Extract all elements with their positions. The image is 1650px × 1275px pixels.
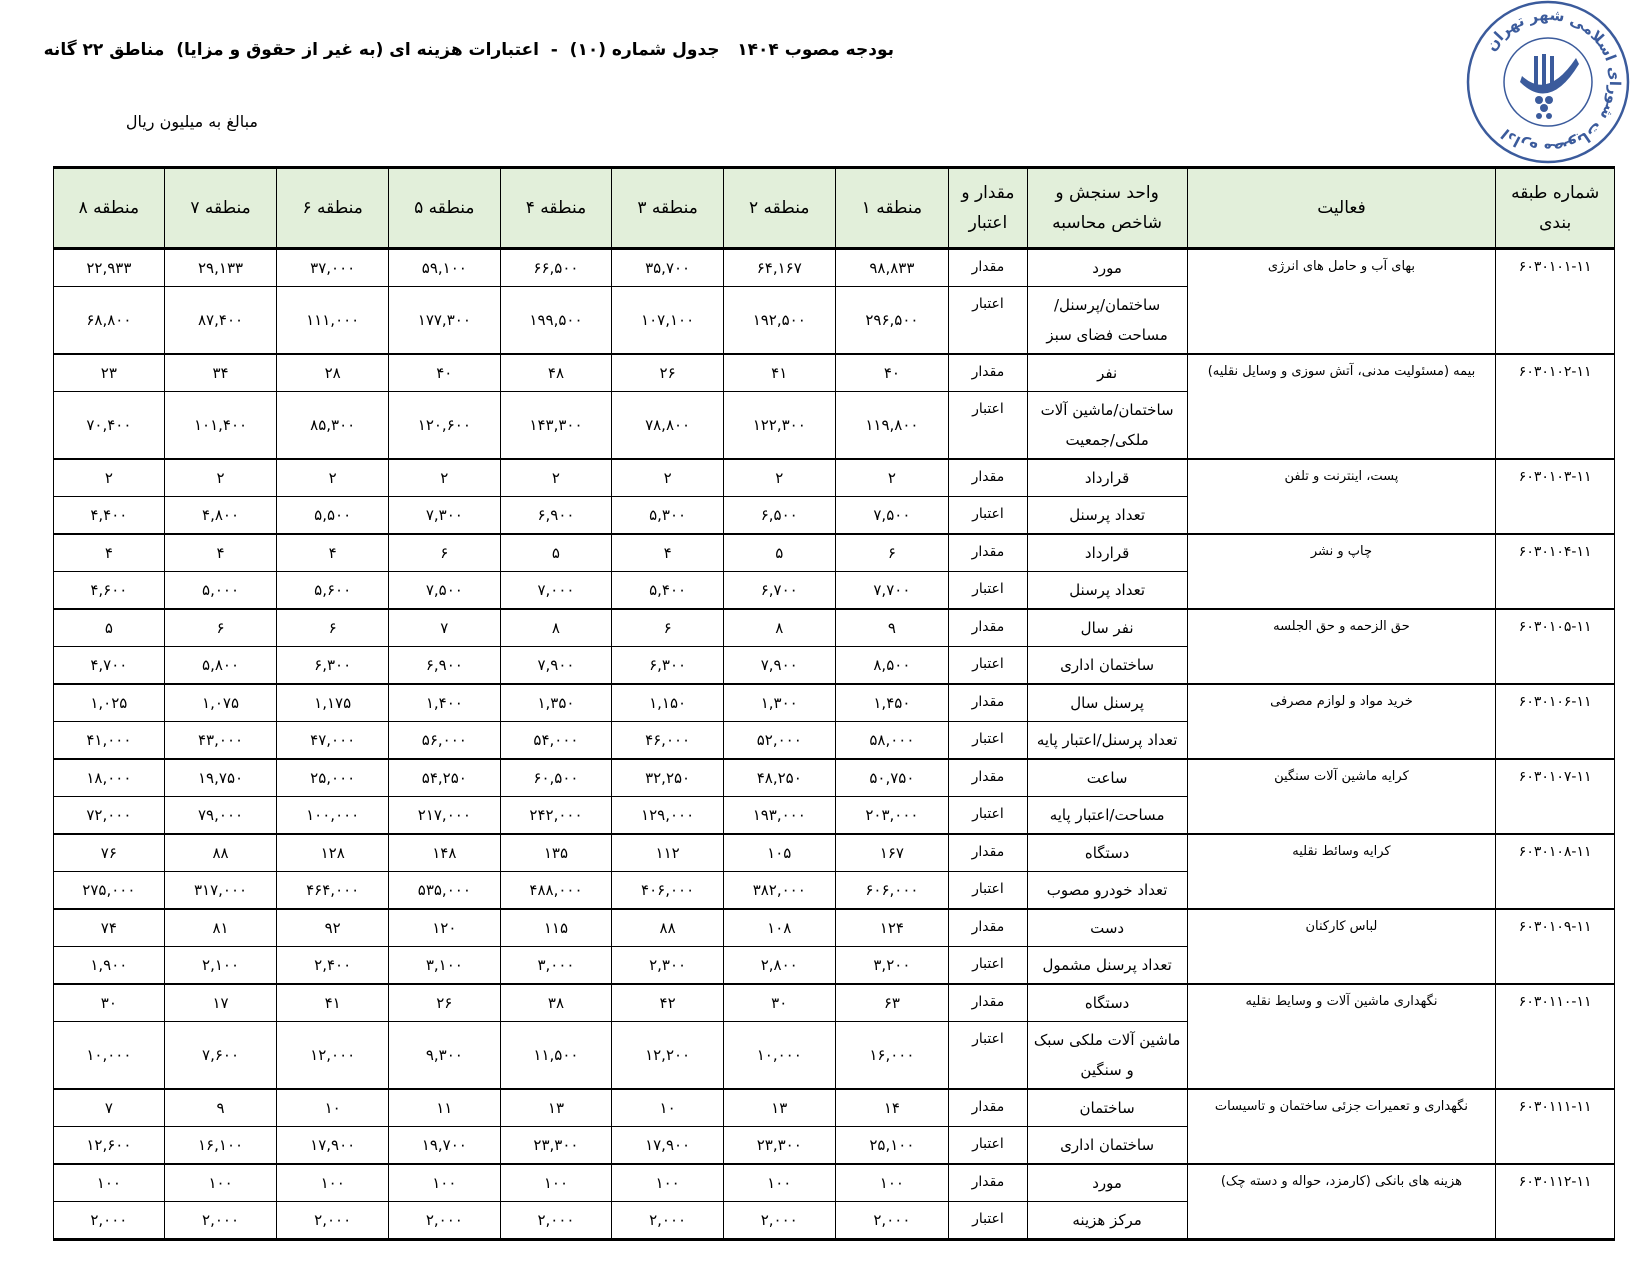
region-2-value: ۶۴,۱۶۷ [723, 249, 835, 287]
region-5-value: ۲۶ [389, 984, 501, 1022]
region-6-value: ۶,۳۰۰ [277, 647, 389, 685]
amount-or-credit: مقدار [949, 1164, 1027, 1202]
region-2-value: ۱۲۲,۳۰۰ [723, 392, 835, 460]
region-2-value: ۳۰ [723, 984, 835, 1022]
region-4-value: ۱۳ [500, 1089, 612, 1127]
measurement-unit: تعداد پرسنل/اعتبار پایه [1027, 722, 1187, 760]
activity-name: خرید مواد و لوازم مصرفی [1187, 684, 1496, 759]
region-4-value: ۵۴,۰۰۰ [500, 722, 612, 760]
region-3-value: ۱۷,۹۰۰ [612, 1127, 724, 1165]
currency-note: مبالغ به میلیون ریال [125, 112, 258, 131]
activity-name: حق الزحمه و حق الجلسه [1187, 609, 1496, 684]
measurement-unit: ساختمان اداری [1027, 647, 1187, 685]
activity-name: نگهداری و تعمیرات جزئی ساختمان و تاسیسات [1187, 1089, 1496, 1164]
region-6-value: ۱۰۰ [277, 1164, 389, 1202]
region-3-value: ۱۰۰ [612, 1164, 724, 1202]
table-header-row [54, 168, 1615, 249]
measurement-unit: نفر [1027, 354, 1187, 392]
region-8-value: ۱,۹۰۰ [54, 947, 165, 985]
amount-or-credit: مقدار [949, 759, 1027, 797]
amount-or-credit: اعتبار [949, 392, 1027, 460]
region-8-value: ۳۰ [54, 984, 165, 1022]
region-5-value: ۱۴۸ [389, 834, 501, 872]
region-2-value: ۶,۵۰۰ [723, 497, 835, 535]
region-6-value: ۶ [277, 609, 389, 647]
region-3-value: ۱۰ [612, 1089, 724, 1127]
header-region-2: منطقه ۲ [723, 168, 835, 249]
stamp-text: اداره مصوبات شورای اسلامی شهر تهران [1481, 5, 1625, 159]
measurement-unit: قرارداد [1027, 534, 1187, 572]
region-3-value: ۶,۳۰۰ [612, 647, 724, 685]
header-region-8: منطقه ۸ [54, 168, 165, 249]
region-6-value: ۲,۰۰۰ [277, 1202, 389, 1240]
region-3-value: ۱۲,۲۰۰ [612, 1022, 724, 1090]
region-8-value: ۴۱,۰۰۰ [54, 722, 165, 760]
region-4-value: ۱۹۹,۵۰۰ [500, 287, 612, 355]
header-mode: مقدار و اعتبار [949, 168, 1027, 249]
region-7-value: ۸۱ [164, 909, 277, 947]
region-5-value: ۴۰ [389, 354, 501, 392]
region-3-value: ۴۲ [612, 984, 724, 1022]
classification-code: ۶۰۳۰۱۰۷-۱۱ [1496, 759, 1615, 834]
region-4-value: ۷,۰۰۰ [500, 572, 612, 610]
region-2-value: ۵۲,۰۰۰ [723, 722, 835, 760]
region-4-value: ۱,۳۵۰ [500, 684, 612, 722]
region-3-value: ۵,۴۰۰ [612, 572, 724, 610]
region-8-value: ۷۲,۰۰۰ [54, 797, 165, 835]
measurement-unit: تعداد پرسنل مشمول [1027, 947, 1187, 985]
region-5-value: ۵۳۵,۰۰۰ [389, 872, 501, 910]
region-7-value: ۳۱۷,۰۰۰ [164, 872, 277, 910]
region-7-value: ۱,۰۷۵ [164, 684, 277, 722]
region-5-value: ۱۲۰,۶۰۰ [389, 392, 501, 460]
measurement-unit: تعداد پرسنل [1027, 497, 1187, 535]
region-6-value: ۱۰ [277, 1089, 389, 1127]
classification-code: ۶۰۳۰۱۰۸-۱۱ [1496, 834, 1615, 909]
amount-or-credit: مقدار [949, 354, 1027, 392]
amount-or-credit: مقدار [949, 534, 1027, 572]
region-7-value: ۷۹,۰۰۰ [164, 797, 277, 835]
region-3-value: ۴ [612, 534, 724, 572]
region-6-value: ۸۵,۳۰۰ [277, 392, 389, 460]
region-1-value: ۲۹۶,۵۰۰ [835, 287, 949, 355]
region-3-value: ۶ [612, 609, 724, 647]
region-2-value: ۱۰۵ [723, 834, 835, 872]
region-2-value: ۴۸,۲۵۰ [723, 759, 835, 797]
measurement-unit: پرسنل سال [1027, 684, 1187, 722]
amount-or-credit: مقدار [949, 684, 1027, 722]
region-1-value: ۲,۰۰۰ [835, 1202, 949, 1240]
region-5-value: ۹,۳۰۰ [389, 1022, 501, 1090]
region-7-value: ۱۶,۱۰۰ [164, 1127, 277, 1165]
region-1-value: ۶۰۶,۰۰۰ [835, 872, 949, 910]
region-4-value: ۱۴۳,۳۰۰ [500, 392, 612, 460]
measurement-unit: ساختمان/ماشین آلات ملکی/جمعیت [1027, 392, 1187, 460]
region-5-value: ۶ [389, 534, 501, 572]
activity-name: چاپ و نشر [1187, 534, 1496, 609]
amount-or-credit: اعتبار [949, 647, 1027, 685]
region-7-value: ۱۰۱,۴۰۰ [164, 392, 277, 460]
region-3-value: ۳۵,۷۰۰ [612, 249, 724, 287]
region-8-value: ۴ [54, 534, 165, 572]
table-row [54, 354, 1615, 392]
region-3-value: ۱,۱۵۰ [612, 684, 724, 722]
header-region-4: منطقه ۴ [500, 168, 612, 249]
region-6-value: ۴۷,۰۰۰ [277, 722, 389, 760]
region-6-value: ۱۱۱,۰۰۰ [277, 287, 389, 355]
region-3-value: ۴۶,۰۰۰ [612, 722, 724, 760]
measurement-unit: ساختمان/پرسنل/ مساحت فضای سبز [1027, 287, 1187, 355]
region-2-value: ۱۳ [723, 1089, 835, 1127]
region-4-value: ۱۳۵ [500, 834, 612, 872]
classification-code: ۶۰۳۰۱۰۴-۱۱ [1496, 534, 1615, 609]
region-6-value: ۴۶۴,۰۰۰ [277, 872, 389, 910]
region-7-value: ۲,۱۰۰ [164, 947, 277, 985]
measurement-unit: تعداد پرسنل [1027, 572, 1187, 610]
region-3-value: ۵,۳۰۰ [612, 497, 724, 535]
amount-or-credit: اعتبار [949, 572, 1027, 610]
region-7-value: ۴۳,۰۰۰ [164, 722, 277, 760]
classification-code: ۶۰۳۰۱۰۱-۱۱ [1496, 249, 1615, 355]
region-7-value: ۱۹,۷۵۰ [164, 759, 277, 797]
region-1-value: ۳,۲۰۰ [835, 947, 949, 985]
region-7-value: ۲ [164, 459, 277, 497]
activity-name: بهای آب و حامل های انرژی [1187, 249, 1496, 355]
region-3-value: ۱۱۲ [612, 834, 724, 872]
classification-code: ۶۰۳۰۱۰۶-۱۱ [1496, 684, 1615, 759]
region-5-value: ۱۱ [389, 1089, 501, 1127]
region-8-value: ۲ [54, 459, 165, 497]
region-2-value: ۳۸۲,۰۰۰ [723, 872, 835, 910]
region-5-value: ۲,۰۰۰ [389, 1202, 501, 1240]
region-6-value: ۱۰۰,۰۰۰ [277, 797, 389, 835]
table-row [54, 834, 1615, 872]
header-code: شماره طبقه بندی [1496, 168, 1615, 249]
region-3-value: ۲,۰۰۰ [612, 1202, 724, 1240]
table-row [54, 759, 1615, 797]
measurement-unit: مرکز هزینه [1027, 1202, 1187, 1240]
amount-or-credit: مقدار [949, 459, 1027, 497]
region-6-value: ۵,۶۰۰ [277, 572, 389, 610]
region-5-value: ۱,۴۰۰ [389, 684, 501, 722]
region-6-value: ۱۲,۰۰۰ [277, 1022, 389, 1090]
region-8-value: ۲۷۵,۰۰۰ [54, 872, 165, 910]
region-6-value: ۲۸ [277, 354, 389, 392]
region-7-value: ۲,۰۰۰ [164, 1202, 277, 1240]
amount-or-credit: مقدار [949, 834, 1027, 872]
region-5-value: ۵۹,۱۰۰ [389, 249, 501, 287]
region-4-value: ۲ [500, 459, 612, 497]
region-4-value: ۶۶,۵۰۰ [500, 249, 612, 287]
region-7-value: ۴ [164, 534, 277, 572]
region-1-value: ۶۳ [835, 984, 949, 1022]
classification-code: ۶۰۳۰۱۰۳-۱۱ [1496, 459, 1615, 534]
header-unit: واحد سنجش و شاخص محاسبه [1027, 168, 1187, 249]
region-2-value: ۱۹۲,۵۰۰ [723, 287, 835, 355]
region-5-value: ۱۰۰ [389, 1164, 501, 1202]
measurement-unit: مورد [1027, 1164, 1187, 1202]
region-7-value: ۵,۸۰۰ [164, 647, 277, 685]
region-3-value: ۷۸,۸۰۰ [612, 392, 724, 460]
region-8-value: ۷ [54, 1089, 165, 1127]
region-7-value: ۵,۰۰۰ [164, 572, 277, 610]
amount-or-credit: اعتبار [949, 722, 1027, 760]
header-region-6: منطقه ۶ [277, 168, 389, 249]
region-7-value: ۶ [164, 609, 277, 647]
amount-or-credit: اعتبار [949, 797, 1027, 835]
region-2-value: ۲,۸۰۰ [723, 947, 835, 985]
region-4-value: ۴۸۸,۰۰۰ [500, 872, 612, 910]
region-7-value: ۱۷ [164, 984, 277, 1022]
amount-or-credit: اعتبار [949, 1127, 1027, 1165]
region-8-value: ۱,۰۲۵ [54, 684, 165, 722]
region-8-value: ۲۳ [54, 354, 165, 392]
region-5-value: ۷,۳۰۰ [389, 497, 501, 535]
classification-code: ۶۰۳۰۱۱۲-۱۱ [1496, 1164, 1615, 1240]
region-2-value: ۷,۹۰۰ [723, 647, 835, 685]
amount-or-credit: اعتبار [949, 287, 1027, 355]
region-2-value: ۱۰,۰۰۰ [723, 1022, 835, 1090]
region-1-value: ۶ [835, 534, 949, 572]
table-row [54, 1164, 1615, 1202]
region-4-value: ۵ [500, 534, 612, 572]
header-region-5: منطقه ۵ [389, 168, 501, 249]
region-8-value: ۶۸,۸۰۰ [54, 287, 165, 355]
region-5-value: ۲۱۷,۰۰۰ [389, 797, 501, 835]
activity-name: لباس کارکنان [1187, 909, 1496, 984]
measurement-unit: دستگاه [1027, 834, 1187, 872]
region-6-value: ۳۷,۰۰۰ [277, 249, 389, 287]
region-4-value: ۱۰۰ [500, 1164, 612, 1202]
activity-name: بیمه (مسئولیت مدنی، آتش سوزی و وسایل نقلیه) [1187, 354, 1496, 459]
region-1-value: ۵۰,۷۵۰ [835, 759, 949, 797]
region-8-value: ۴,۶۰۰ [54, 572, 165, 610]
activity-name: پست، اینترنت و تلفن [1187, 459, 1496, 534]
region-6-value: ۱۲۸ [277, 834, 389, 872]
region-4-value: ۸ [500, 609, 612, 647]
region-6-value: ۱۷,۹۰۰ [277, 1127, 389, 1165]
table-row [54, 249, 1615, 287]
region-7-value: ۴,۸۰۰ [164, 497, 277, 535]
region-7-value: ۱۰۰ [164, 1164, 277, 1202]
region-2-value: ۱۹۳,۰۰۰ [723, 797, 835, 835]
region-4-value: ۷,۹۰۰ [500, 647, 612, 685]
classification-code: ۶۰۳۰۱۰۲-۱۱ [1496, 354, 1615, 459]
measurement-unit: مساحت/اعتبار پایه [1027, 797, 1187, 835]
measurement-unit: دست [1027, 909, 1187, 947]
region-8-value: ۲,۰۰۰ [54, 1202, 165, 1240]
region-8-value: ۱۰,۰۰۰ [54, 1022, 165, 1090]
region-5-value: ۵۴,۲۵۰ [389, 759, 501, 797]
region-8-value: ۱۸,۰۰۰ [54, 759, 165, 797]
amount-or-credit: اعتبار [949, 497, 1027, 535]
region-3-value: ۱۰۷,۱۰۰ [612, 287, 724, 355]
region-1-value: ۴۰ [835, 354, 949, 392]
region-5-value: ۱۹,۷۰۰ [389, 1127, 501, 1165]
budget-table [53, 166, 1615, 1241]
region-3-value: ۲ [612, 459, 724, 497]
table-row [54, 984, 1615, 1022]
region-6-value: ۵,۵۰۰ [277, 497, 389, 535]
region-5-value: ۷ [389, 609, 501, 647]
region-6-value: ۱,۱۷۵ [277, 684, 389, 722]
measurement-unit: ساختمان [1027, 1089, 1187, 1127]
region-1-value: ۱۴ [835, 1089, 949, 1127]
region-3-value: ۸۸ [612, 909, 724, 947]
region-5-value: ۵۶,۰۰۰ [389, 722, 501, 760]
amount-or-credit: مقدار [949, 909, 1027, 947]
region-7-value: ۲۹,۱۳۳ [164, 249, 277, 287]
region-4-value: ۳۸ [500, 984, 612, 1022]
region-1-value: ۹ [835, 609, 949, 647]
region-1-value: ۲ [835, 459, 949, 497]
region-3-value: ۲۶ [612, 354, 724, 392]
measurement-unit: قرارداد [1027, 459, 1187, 497]
region-7-value: ۸۸ [164, 834, 277, 872]
region-1-value: ۸,۵۰۰ [835, 647, 949, 685]
amount-or-credit: اعتبار [949, 1202, 1027, 1240]
table-row [54, 684, 1615, 722]
region-4-value: ۴۸ [500, 354, 612, 392]
region-2-value: ۲۳,۳۰۰ [723, 1127, 835, 1165]
region-6-value: ۲ [277, 459, 389, 497]
region-7-value: ۹ [164, 1089, 277, 1127]
region-2-value: ۶,۷۰۰ [723, 572, 835, 610]
region-2-value: ۱۰۰ [723, 1164, 835, 1202]
region-2-value: ۸ [723, 609, 835, 647]
region-4-value: ۳,۰۰۰ [500, 947, 612, 985]
region-1-value: ۱,۴۵۰ [835, 684, 949, 722]
classification-code: ۶۰۳۰۱۰۹-۱۱ [1496, 909, 1615, 984]
region-4-value: ۲۴۲,۰۰۰ [500, 797, 612, 835]
region-1-value: ۹۸,۸۳۳ [835, 249, 949, 287]
seal-emblem-icon [1520, 54, 1579, 119]
region-5-value: ۳,۱۰۰ [389, 947, 501, 985]
header-activity: فعالیت [1187, 168, 1496, 249]
region-6-value: ۴۱ [277, 984, 389, 1022]
measurement-unit: ماشین آلات ملکی سبک و سنگین [1027, 1022, 1187, 1090]
region-4-value: ۲۳,۳۰۰ [500, 1127, 612, 1165]
region-8-value: ۵ [54, 609, 165, 647]
classification-code: ۶۰۳۰۱۱۱-۱۱ [1496, 1089, 1615, 1164]
region-2-value: ۲ [723, 459, 835, 497]
region-8-value: ۴,۷۰۰ [54, 647, 165, 685]
activity-name: کرایه وسائط نقلیه [1187, 834, 1496, 909]
region-1-value: ۱۶,۰۰۰ [835, 1022, 949, 1090]
region-6-value: ۲,۴۰۰ [277, 947, 389, 985]
region-8-value: ۷۶ [54, 834, 165, 872]
region-8-value: ۴,۴۰۰ [54, 497, 165, 535]
measurement-unit: مورد [1027, 249, 1187, 287]
measurement-unit: تعداد خودرو مصوب [1027, 872, 1187, 910]
region-2-value: ۴۱ [723, 354, 835, 392]
region-2-value: ۵ [723, 534, 835, 572]
region-7-value: ۳۴ [164, 354, 277, 392]
region-5-value: ۶,۹۰۰ [389, 647, 501, 685]
document-title: بودجه مصوب ۱۴۰۴ جدول شماره (۱۰) - اعتبارات هزینه ای (به غیر از حقوق و مزایا) مناطق ۲۲ گانه [43, 40, 894, 60]
region-5-value: ۲ [389, 459, 501, 497]
region-8-value: ۱۰۰ [54, 1164, 165, 1202]
table-row [54, 1089, 1615, 1127]
header-region-1: منطقه ۱ [835, 168, 949, 249]
region-8-value: ۱۲,۶۰۰ [54, 1127, 165, 1165]
region-1-value: ۱۰۰ [835, 1164, 949, 1202]
amount-or-credit: مقدار [949, 609, 1027, 647]
amount-or-credit: اعتبار [949, 947, 1027, 985]
activity-name: کرایه ماشین آلات سنگین [1187, 759, 1496, 834]
region-3-value: ۲,۳۰۰ [612, 947, 724, 985]
council-seal-stamp [1462, 0, 1634, 164]
region-1-value: ۷,۵۰۰ [835, 497, 949, 535]
table-row [54, 534, 1615, 572]
amount-or-credit: مقدار [949, 1089, 1027, 1127]
region-4-value: ۱۱,۵۰۰ [500, 1022, 612, 1090]
table-row [54, 609, 1615, 647]
region-1-value: ۷,۷۰۰ [835, 572, 949, 610]
measurement-unit: دستگاه [1027, 984, 1187, 1022]
region-4-value: ۶۰,۵۰۰ [500, 759, 612, 797]
region-4-value: ۱۱۵ [500, 909, 612, 947]
region-5-value: ۷,۵۰۰ [389, 572, 501, 610]
region-6-value: ۲۵,۰۰۰ [277, 759, 389, 797]
amount-or-credit: اعتبار [949, 872, 1027, 910]
region-1-value: ۱۱۹,۸۰۰ [835, 392, 949, 460]
region-3-value: ۳۲,۲۵۰ [612, 759, 724, 797]
table-row [54, 909, 1615, 947]
amount-or-credit: اعتبار [949, 1022, 1027, 1090]
region-6-value: ۴ [277, 534, 389, 572]
region-7-value: ۷,۶۰۰ [164, 1022, 277, 1090]
table-row [54, 459, 1615, 497]
region-2-value: ۱۰۸ [723, 909, 835, 947]
region-4-value: ۲,۰۰۰ [500, 1202, 612, 1240]
region-3-value: ۱۲۹,۰۰۰ [612, 797, 724, 835]
region-8-value: ۲۲,۹۳۳ [54, 249, 165, 287]
region-1-value: ۲۵,۱۰۰ [835, 1127, 949, 1165]
region-1-value: ۱۶۷ [835, 834, 949, 872]
region-8-value: ۷۴ [54, 909, 165, 947]
activity-name: هزینه های بانکی (کارمزد، حواله و دسته چک) [1187, 1164, 1496, 1240]
region-1-value: ۲۰۳,۰۰۰ [835, 797, 949, 835]
header-region-3: منطقه ۳ [612, 168, 724, 249]
region-8-value: ۷۰,۴۰۰ [54, 392, 165, 460]
measurement-unit: ساختمان اداری [1027, 1127, 1187, 1165]
classification-code: ۶۰۳۰۱۱۰-۱۱ [1496, 984, 1615, 1089]
region-3-value: ۴۰۶,۰۰۰ [612, 872, 724, 910]
region-2-value: ۲,۰۰۰ [723, 1202, 835, 1240]
table-body [54, 249, 1615, 1240]
measurement-unit: ساعت [1027, 759, 1187, 797]
region-1-value: ۱۲۴ [835, 909, 949, 947]
region-6-value: ۹۲ [277, 909, 389, 947]
region-2-value: ۱,۳۰۰ [723, 684, 835, 722]
header-region-7: منطقه ۷ [164, 168, 277, 249]
region-4-value: ۶,۹۰۰ [500, 497, 612, 535]
amount-or-credit: مقدار [949, 249, 1027, 287]
region-7-value: ۸۷,۴۰۰ [164, 287, 277, 355]
amount-or-credit: مقدار [949, 984, 1027, 1022]
region-1-value: ۵۸,۰۰۰ [835, 722, 949, 760]
classification-code: ۶۰۳۰۱۰۵-۱۱ [1496, 609, 1615, 684]
activity-name: نگهداری ماشین آلات و وسایط نقلیه [1187, 984, 1496, 1089]
region-5-value: ۱۲۰ [389, 909, 501, 947]
region-5-value: ۱۷۷,۳۰۰ [389, 287, 501, 355]
measurement-unit: نفر سال [1027, 609, 1187, 647]
